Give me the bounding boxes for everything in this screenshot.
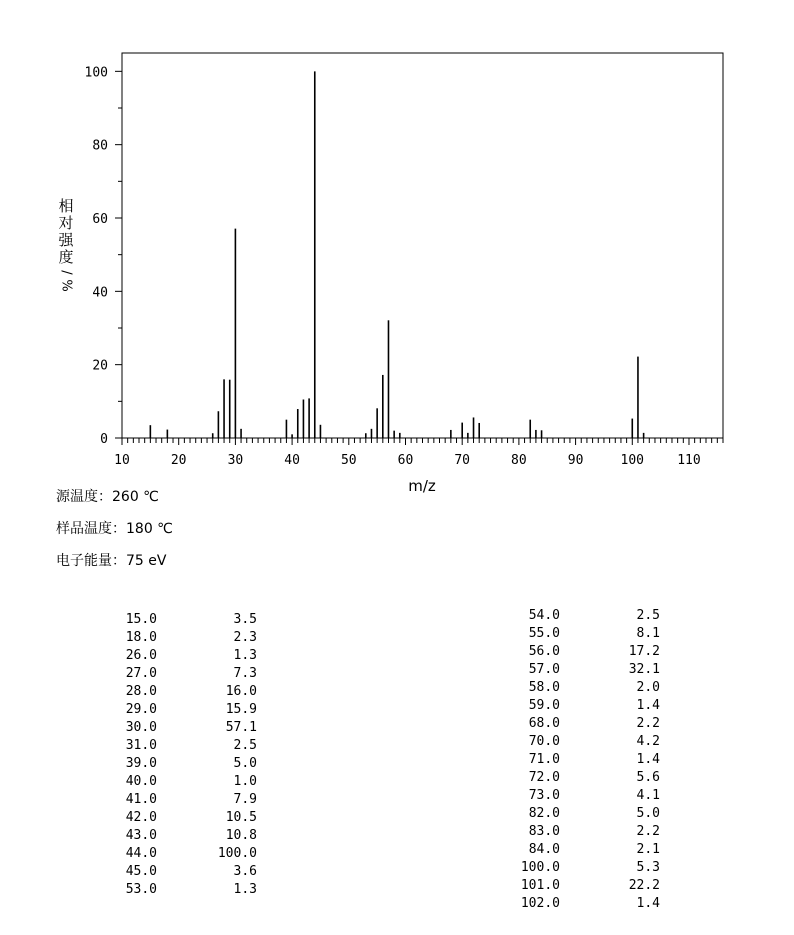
peak-abundance: 2.5 (233, 738, 257, 753)
peak-abundance: 8.1 (636, 626, 660, 641)
peak-mz: 100.0 (520, 860, 560, 875)
peak-abundance: 1.3 (233, 648, 257, 663)
peak-abundance: 2.0 (636, 680, 660, 695)
condition-line (56, 518, 173, 538)
x-tick-label: 60 (397, 453, 414, 468)
x-tick-label: 70 (454, 453, 471, 468)
peak-abundance: 5.0 (636, 806, 660, 821)
peak-abundance: 2.3 (233, 630, 257, 645)
peak-mz: 70.0 (528, 734, 560, 749)
peak-abundance: 22.2 (628, 878, 660, 893)
y-axis-label-char: 相 (58, 197, 74, 215)
peak-mz: 102.0 (520, 896, 560, 911)
peak-mz: 31.0 (125, 738, 157, 753)
condition-line (56, 486, 159, 506)
peak-mz: 40.0 (125, 774, 157, 789)
y-tick-label: 100 (84, 65, 108, 81)
peak-abundance: 3.5 (233, 612, 257, 627)
peak-abundance: 7.3 (233, 666, 257, 681)
y-axis-label (56, 198, 76, 292)
peak-abundance: 2.2 (636, 824, 660, 839)
peak-mz: 45.0 (125, 864, 157, 879)
condition-value: 75 eV (126, 553, 167, 569)
peak-abundance: 1.4 (636, 752, 660, 767)
peak-mz: 59.0 (528, 698, 560, 713)
peak-mz: 26.0 (125, 648, 157, 663)
condition-value: 260 ℃ (112, 489, 159, 505)
peak-abundance: 2.2 (636, 716, 660, 731)
y-tick-label: 40 (92, 285, 108, 301)
peak-abundance: 10.5 (225, 810, 257, 825)
peak-abundance: 16.0 (225, 684, 257, 699)
peak-mz: 15.0 (125, 612, 157, 627)
x-axis-ticks (114, 438, 723, 468)
peak-mz: 42.0 (125, 810, 157, 825)
peak-mz: 56.0 (528, 644, 560, 659)
peak-abundance: 2.1 (636, 842, 660, 857)
peak-abundance: 17.2 (628, 644, 660, 659)
y-axis-label-char: / (58, 270, 74, 275)
condition-label: 源温度： (56, 489, 112, 505)
peak-abundance: 32.1 (628, 662, 660, 677)
peak-abundance: 1.4 (636, 896, 660, 911)
peak-mz: 72.0 (528, 770, 560, 785)
peak-abundance: 5.0 (233, 756, 257, 771)
peak-abundance: 100.0 (217, 846, 257, 861)
x-axis-label: m/z (408, 477, 436, 495)
y-tick-label: 60 (92, 212, 108, 227)
peak-mz: 44.0 (125, 846, 157, 861)
x-tick-label: 80 (511, 453, 527, 468)
peak-mz: 55.0 (528, 626, 560, 641)
spectrum-peaks (150, 71, 643, 438)
peak-mz: 83.0 (528, 824, 560, 839)
peak-mz: 18.0 (125, 630, 157, 645)
peak-abundance: 4.2 (636, 734, 660, 749)
y-axis-label-char: 度 (58, 248, 74, 266)
peak-abundance: 10.8 (225, 828, 257, 843)
peak-mz: 29.0 (125, 702, 157, 717)
y-tick-label: 80 (92, 138, 108, 154)
x-tick-label: 40 (284, 453, 300, 468)
x-tick-label: 20 (170, 453, 187, 468)
x-tick-label: 110 (677, 453, 701, 468)
peak-abundance: 1.3 (233, 882, 257, 897)
x-tick-label: 100 (620, 453, 645, 468)
peak-mz: 101.0 (520, 878, 560, 893)
condition-label: 电子能量： (56, 553, 126, 569)
peak-mz: 58.0 (528, 680, 560, 695)
peak-abundance: 7.9 (233, 792, 257, 807)
x-tick-label: 50 (340, 453, 357, 468)
y-axis-label-char: % (58, 279, 74, 292)
condition-line (56, 550, 166, 570)
peak-abundance: 4.1 (636, 788, 660, 803)
peak-mz: 68.0 (528, 716, 560, 731)
peak-mz: 82.0 (528, 806, 560, 821)
peak-mz: 43.0 (125, 828, 157, 843)
peak-mz: 71.0 (528, 752, 560, 767)
x-tick-label: 30 (227, 453, 244, 468)
peak-abundance: 1.0 (233, 774, 257, 789)
x-tick-label: 10 (114, 453, 130, 468)
peak-abundance: 3.6 (233, 864, 257, 879)
peak-abundance: 5.6 (636, 770, 660, 785)
y-tick-label: 0 (100, 432, 108, 447)
x-tick-label: 90 (567, 453, 584, 468)
peak-abundance: 57.1 (225, 720, 257, 735)
condition-label: 样品温度： (56, 521, 126, 537)
peak-mz: 57.0 (528, 662, 560, 677)
peak-mz: 30.0 (125, 720, 157, 735)
peak-mz: 41.0 (125, 792, 157, 807)
y-axis-ticks (85, 65, 122, 447)
peak-mz: 27.0 (125, 666, 157, 681)
y-axis-label-char: 强 (58, 231, 74, 249)
y-axis-label-char: 对 (58, 214, 74, 232)
peak-mz: 28.0 (125, 684, 157, 699)
peak-mz: 84.0 (528, 842, 560, 857)
peak-mz: 39.0 (125, 756, 157, 771)
peak-abundance: 5.3 (636, 860, 660, 875)
peak-mz: 73.0 (528, 788, 560, 803)
peak-mz: 53.0 (125, 882, 157, 897)
peak-mz: 54.0 (528, 608, 560, 623)
peak-abundance: 15.9 (225, 702, 257, 717)
plot-frame (122, 53, 723, 438)
condition-value: 180 ℃ (126, 521, 173, 537)
peak-abundance: 1.4 (636, 698, 660, 713)
peak-abundance: 2.5 (636, 608, 660, 623)
y-tick-label: 20 (92, 358, 108, 374)
